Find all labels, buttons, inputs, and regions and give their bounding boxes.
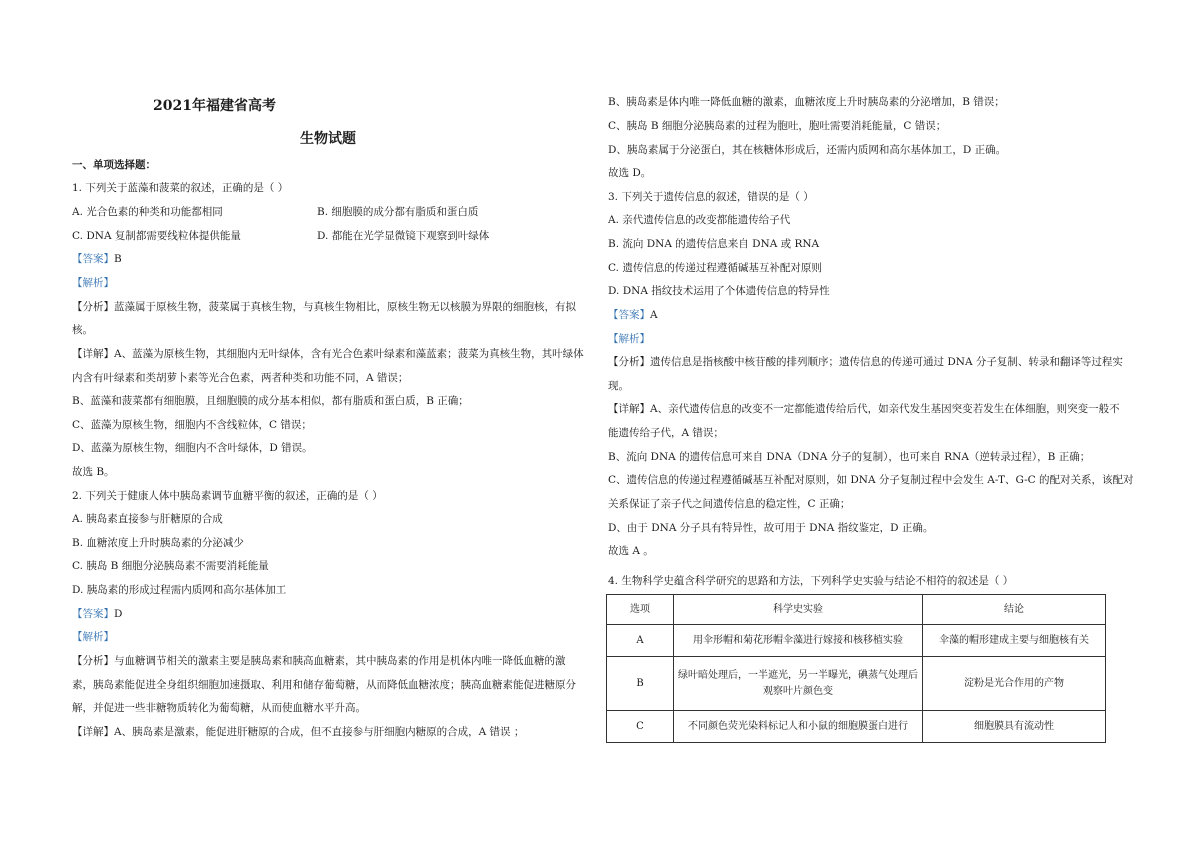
q3-option-b: B. 流向 DNA 的遗传信息来自 DNA 或 RNA [608,238,820,250]
table-row [607,711,1106,743]
q3-detail-line: 能遗传给子代，A 错误； [608,427,724,439]
q1-option-c: C. DNA 复制都需要线粒体提供能量 [72,230,241,242]
q3-detail-d: D、由于 DNA 分子具有特异性，故可用于 DNA 指纹鉴定，D 正确。 [608,522,934,534]
q2-stem: 2. 下列关于健康人体中胰岛素调节血糖平衡的叙述，正确的是（ ） [72,490,383,502]
q4-table [606,594,1106,743]
q3-analysis-line: 现。 [608,380,629,392]
answer-value: B [114,253,122,265]
answer-value: D [114,608,123,620]
answer-tag: 【答案】 [72,253,114,265]
q1-stem: 1. 下列关于蓝藻和菠菜的叙述，正确的是（ ） [72,182,289,194]
q3-detail-line: 【详解】A、亲代遗传信息的改变不一定都能遗传给后代，如亲代发生基因突变若发生在体细胞，则突变一般不 [608,403,1120,415]
q1-detail-b: B、蓝藻和菠菜都有细胞膜，且细胞膜的成分基本相似，都有脂质和蛋白质，B 正确； [72,395,469,407]
table-header-cell: 结论 [923,595,1106,625]
q2-answer [72,606,122,622]
q1-option-b: B. 细胞膜的成分都有脂质和蛋白质 [317,206,479,218]
q2-detail-c: C、胰岛 B 细胞分泌胰岛素的过程为胞吐，胞吐需要消耗能量，C 错误； [608,120,947,132]
table-cell: 用伞形帽和菊花形帽伞藻进行嫁接和核移植实验 [674,625,923,657]
q1-option-d: D. 都能在光学显微镜下观察到叶绿体 [317,230,490,242]
q3-answer [608,307,658,323]
q1-option-a: A. 光合色素的种类和功能都相同 [72,206,223,218]
q1-detail-c: C、蓝藻为原核生物，细胞内不含线粒体，C 错误； [72,419,312,431]
q1-conclusion: 故选 B。 [72,466,115,478]
answer-value: A [650,309,658,321]
q3-analysis-tag: 【解析】 [608,333,650,345]
q3-option-d: D. DNA 指纹技术运用了个体遗传信息的特异性 [608,285,830,297]
q2-analysis-line: 解，并促进一些非糖物质转化为葡萄糖，从而使血糖水平升高。 [72,702,366,714]
table-cell: A [607,625,674,657]
exam-subtitle: 生物试题 [300,131,356,147]
q1-analysis-tag: 【解析】 [72,277,114,289]
q3-analysis-line: 【分析】遗传信息是指核酸中核苷酸的排列顺序；遗传信息的传递可通过 DNA 分子复制、转录和翻译等过程实 [608,356,1123,368]
table-cell: 淀粉是光合作用的产物 [923,657,1106,711]
q1-detail-line: 【详解】A、蓝藻为原核生物，其细胞内无叶绿体，含有光合色素叶绿素和藻蓝素；菠菜为真核生物，其叶绿体 [72,348,584,360]
table-header-cell: 科学史实验 [674,595,923,625]
table-row [607,625,1106,657]
table-header-row [607,595,1106,625]
q2-option-b: B. 血糖浓度上升时胰岛素的分泌减少 [72,537,244,549]
q2-detail-line: 【详解】A、胰岛素是激素，能促进肝糖原的合成，但不直接参与肝细胞内糖原的合成，A 错误 ； [72,726,525,738]
table-row [607,657,1106,711]
q3-option-a: A. 亲代遗传信息的改变都能遗传给子代 [608,214,791,226]
q1-analysis-line: 核。 [72,324,93,336]
q3-detail-c: C、遗传信息的传递过程遵循碱基互补配对原则，如 DNA 分子复制过程中会发生 A-T、G-C 的配对关系，该配对 [608,474,1134,486]
answer-tag: 【答案】 [608,309,650,321]
q2-analysis-line: 素，胰岛素能促进全身组织细胞加速摄取、利用和储存葡萄糖，从而降低血糖浓度；胰高血糖素能促进糖原分 [72,679,576,691]
table-header-cell: 选项 [607,595,674,625]
table-cell: 绿叶暗处理后，一半遮光，另一半曝光，碘蒸气处理后观察叶片颜色变 [674,657,923,711]
table-cell: C [607,711,674,743]
q2-option-c: C. 胰岛 B 细胞分泌胰岛素不需要消耗能量 [72,560,269,572]
q3-stem: 3. 下列关于遗传信息的叙述，错误的是（ ） [608,191,814,203]
q2-option-a: A. 胰岛素直接参与肝糖原的合成 [72,513,223,525]
section-heading: 一、单项选择题： [72,159,156,171]
q3-detail-b: B、流向 DNA 的遗传信息可来自 DNA（DNA 分子的复制），也可来自 RNA（逆转录过程），B 正确； [608,451,1091,463]
q1-answer [72,251,122,267]
q2-conclusion: 故选 D。 [608,167,652,179]
q1-detail-line: 内含有叶绿素和类胡萝卜素等光合色素，两者种类和功能不同，A 错误； [72,372,409,384]
q2-detail-b: B、胰岛素是体内唯一降低血糖的激素，血糖浓度上升时胰岛素的分泌增加，B 错误； [608,96,1005,108]
answer-tag: 【答案】 [72,608,114,620]
q2-option-d: D. 胰岛素的形成过程需内质网和高尔基体加工 [72,584,287,596]
table-cell: 伞藻的帽形建成主要与细胞核有关 [923,625,1106,657]
q2-detail-d: D、胰岛素属于分泌蛋白，其在核糖体形成后，还需内质网和高尔基体加工，D 正确。 [608,144,1007,156]
q3-option-c: C. 遗传信息的传递过程遵循碱基互补配对原则 [608,262,822,274]
table-cell: B [607,657,674,711]
table-cell: 细胞膜具有流动性 [923,711,1106,743]
q2-analysis-tag: 【解析】 [72,631,114,643]
q1-detail-d: D、蓝藻为原核生物，细胞内不含叶绿体，D 错误。 [72,442,313,454]
q3-detail-c-cont: 关系保证了亲子代之间遗传信息的稳定性，C 正确； [608,498,851,510]
q4-stem: 4. 生物科学史蕴含科学研究的思路和方法，下列科学史实验与结论不相符的叙述是（ ） [608,575,1014,587]
q3-conclusion: 故选 A 。 [608,545,654,557]
q1-analysis-line: 【分析】蓝藻属于原核生物，菠菜属于真核生物，与真核生物相比，原核生物无以核膜为界限的细胞核，有拟 [72,301,576,313]
table-cell: 不同颜色荧光染料标记人和小鼠的细胞膜蛋白进行 [674,711,923,743]
exam-title: 2021年福建省高考 [153,98,276,114]
q2-analysis-line: 【分析】与血糖调节相关的激素主要是胰岛素和胰高血糖素，其中胰岛素的作用是机体内唯一降低血糖的激 [72,655,566,667]
